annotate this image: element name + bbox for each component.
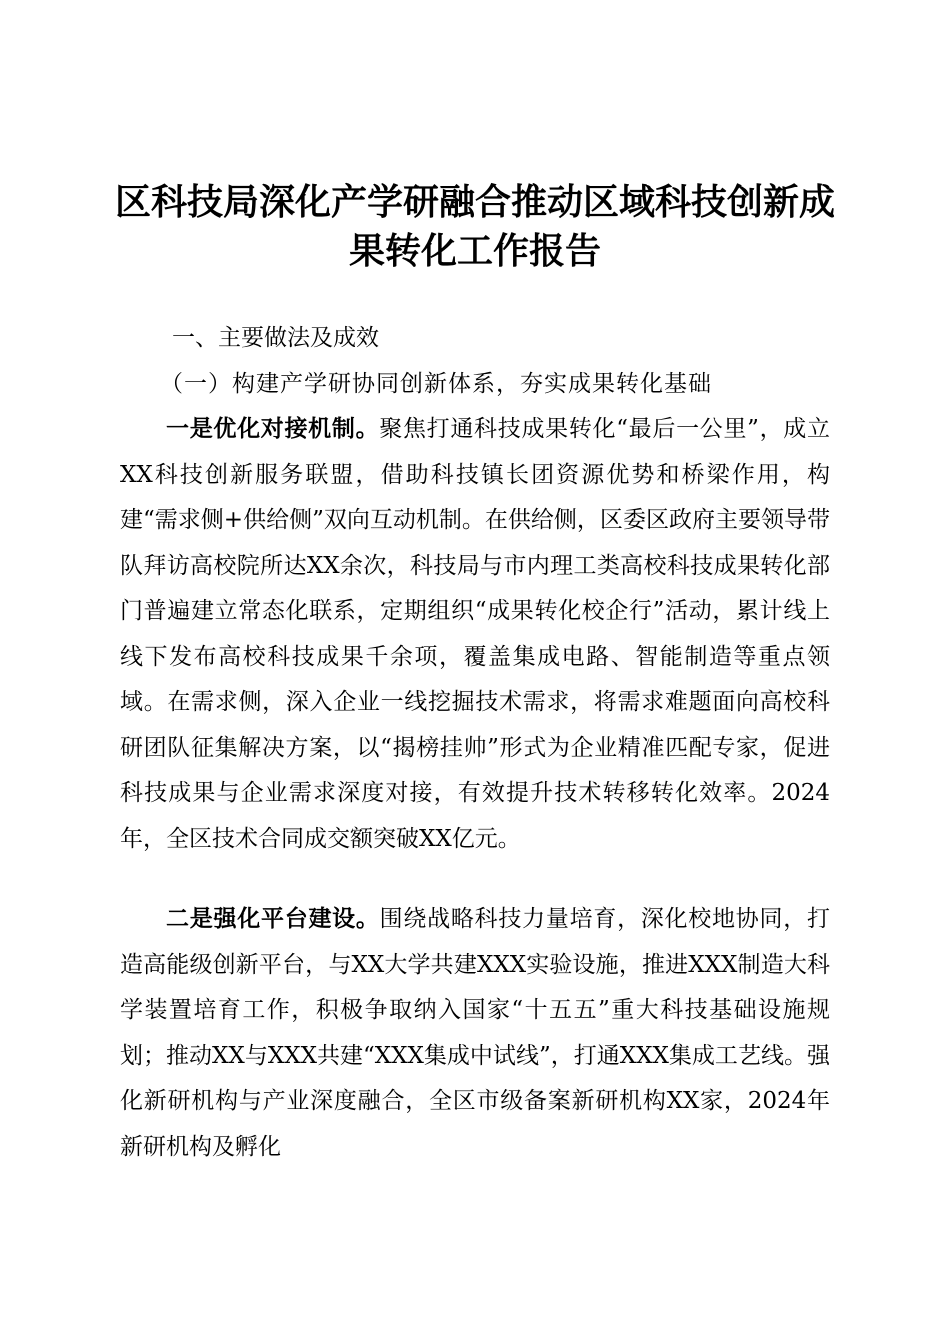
paragraph-optimize-docking	[120, 407, 830, 862]
paragraph-platform-building	[120, 897, 830, 1170]
section-heading: 一、主要做法及成效	[172, 325, 379, 351]
paragraph-lead: 一是优化对接机制。	[166, 416, 380, 442]
paragraph-body: 围绕战略科技力量培育，深化校地协同，打造高能级创新平台，与XX大学共建XXX实验设施，推进XXX制造大科学装置培育工作，积极争取纳入国家“十五五”重大科技基础设施规划；推动XX与XXX共建“XXX集成中试线”，打通XXX集成工艺线。强化新研机构与产业深度融合，全区市级备案新研机构XX家，2024年新研机构及孵化	[120, 906, 831, 1160]
subsection-heading: （一）构建产学研协同创新体系，夯实成果转化基础	[160, 371, 712, 397]
paragraph-lead: 二是强化平台建设。	[166, 906, 380, 932]
paragraph-body: 聚焦打通科技成果转化“最后一公里”，成立XX科技创新服务联盟，借助科技镇长团资源优势和桥梁作用，构建“需求侧+供给侧”双向互动机制。在供给侧，区委区政府主要领导带队拜访高校院所达XX余次，科技局与市内理工类高校科技成果转化部门普遍建立常态化联系，定期组织“成果转化校企行”活动，累计线上线下发布高校科技成果千余项，覆盖集成电路、智能制造等重点领域。在需求侧，深入企业一线挖掘技术需求，将需求难题面向高校科研团队征集解决方案，以“揭榜挂帅”形式为企业精准匹配专家，促进科技成果与企业需求深度对接，有效提升技术转移转化效率。2024年，全区技术合同成交额突破XX亿元。	[120, 416, 830, 852]
document-title: 区科技局深化产学研融合推动区域科技创新成果转化工作报告	[114, 181, 835, 272]
